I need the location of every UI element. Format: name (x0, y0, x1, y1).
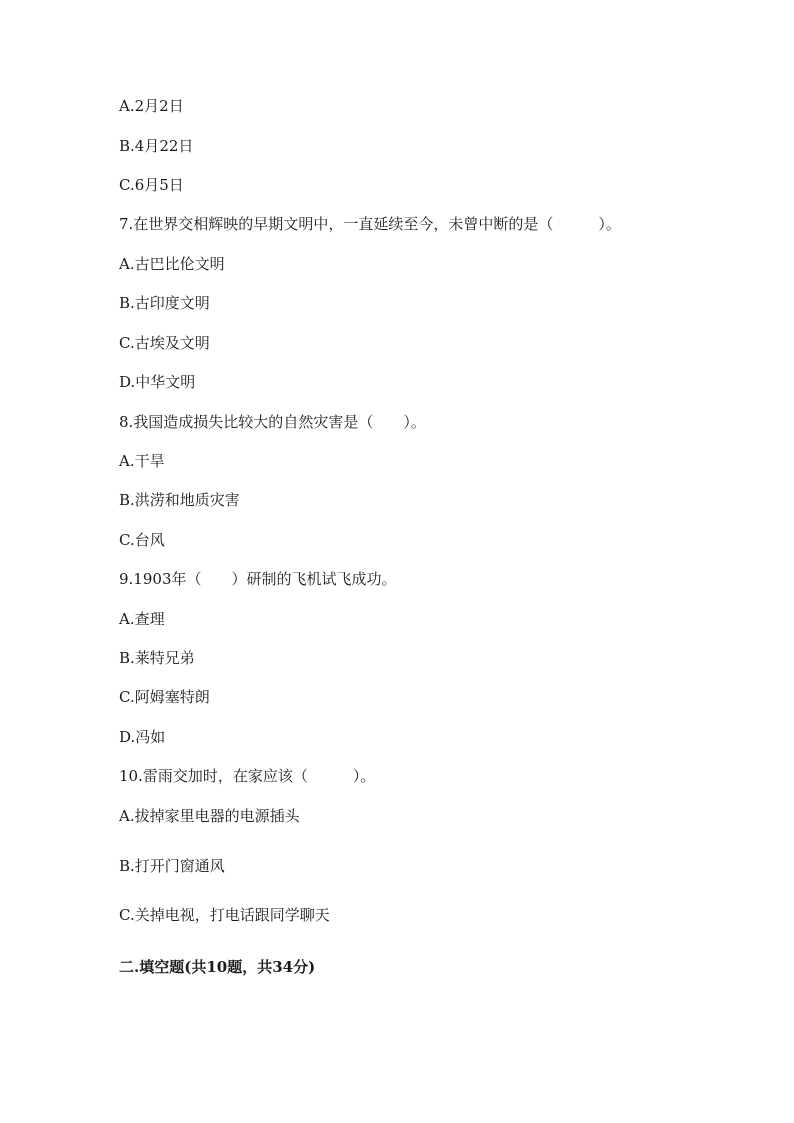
question-9: 9.1903年（ ）研制的飞机试飞成功。 (119, 570, 397, 588)
option-d-q9: D.冯如 (119, 728, 166, 746)
option-d-q7: D.中华文明 (119, 373, 196, 391)
option-c-q6: C.6月5日 (119, 176, 184, 194)
question-8: 8.我国造成损失比较大的自然灾害是（ ）。 (119, 413, 426, 431)
question-7: 7.在世界交相辉映的早期文明中，一直延续至今，未曾中断的是（ ）。 (119, 215, 621, 233)
option-a-q10: A.拔掉家里电器的电源插头 (119, 807, 300, 825)
option-c-q10: C.关掉电视，打电话跟同学聊天 (119, 906, 330, 924)
option-b-q9: B.莱特兄弟 (119, 649, 195, 667)
option-b-q6: B.4月22日 (119, 137, 194, 155)
question-10: 10.雷雨交加时，在家应该（ ）。 (119, 767, 376, 785)
option-c-q7: C.古埃及文明 (119, 334, 210, 352)
option-c-q8: C.台风 (119, 531, 165, 549)
option-b-q7: B.古印度文明 (119, 294, 210, 312)
option-a-q6: A.2月2日 (119, 97, 184, 115)
option-c-q9: C.阿姆塞特朗 (119, 688, 210, 706)
option-b-q8: B.洪涝和地质灾害 (119, 491, 240, 509)
option-b-q10: B.打开门窗通风 (119, 857, 225, 875)
section-heading: 二.填空题(共10题，共34分) (119, 958, 316, 976)
option-a-q7: A.古巴比伦文明 (119, 255, 225, 273)
option-a-q9: A.查理 (119, 610, 165, 628)
option-a-q8: A.干旱 (119, 452, 165, 470)
